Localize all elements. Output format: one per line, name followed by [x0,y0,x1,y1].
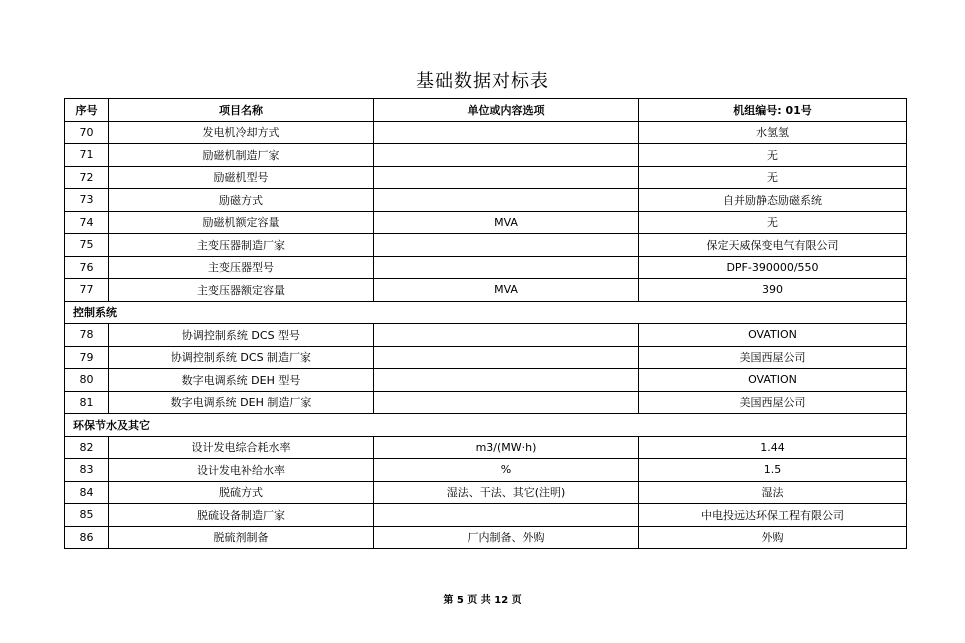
cell-value: 美国西屋公司 [639,391,907,414]
cell-unit-or-option: MVA [374,279,639,302]
cell-serial-no: 76 [65,256,109,279]
cell-serial-no: 74 [65,211,109,234]
document-title: 基础数据对标表 [416,71,549,92]
section-row [65,301,907,324]
cell-value: OVATION [639,369,907,392]
cell-value: 中电投远达环保工程有限公司 [639,504,907,527]
header-item-name: 项目名称 [109,99,374,122]
cell-unit-or-option [374,369,639,392]
cell-value: 1.44 [639,436,907,459]
cell-value: 自并励静态励磁系统 [639,189,907,212]
cell-item-name: 主变压器额定容量 [109,279,374,302]
cell-item-name: 设计发电补给水率 [109,459,374,482]
header-unit-number: 机组编号: 01号 [639,99,907,122]
table-header-row [65,99,907,122]
cell-value: OVATION [639,324,907,347]
cell-serial-no: 70 [65,121,109,144]
table-row [65,256,907,279]
cell-unit-or-option: % [374,459,639,482]
table-row [65,166,907,189]
table-row [65,481,907,504]
cell-item-name: 脱硫设备制造厂家 [109,504,374,527]
cell-unit-or-option [374,346,639,369]
cell-unit-or-option [374,166,639,189]
table-row [65,144,907,167]
cell-item-name: 励磁方式 [109,189,374,212]
cell-unit-or-option [374,256,639,279]
cell-unit-or-option: MVA [374,211,639,234]
cell-value: 390 [639,279,907,302]
cell-value: 保定天威保变电气有限公司 [639,234,907,257]
cell-item-name: 主变压器制造厂家 [109,234,374,257]
cell-value: 外购 [639,526,907,549]
table-row [65,436,907,459]
cell-value: 无 [639,211,907,234]
cell-value: 美国西屋公司 [639,346,907,369]
page-footer: 第 5 页 共 12 页 [443,595,522,606]
table-row [65,234,907,257]
cell-unit-or-option [374,234,639,257]
cell-item-name: 励磁机制造厂家 [109,144,374,167]
table-row [65,211,907,234]
benchmark-data-table [64,98,907,549]
cell-unit-or-option [374,504,639,527]
cell-value: 水氢氢 [639,121,907,144]
cell-serial-no: 84 [65,481,109,504]
cell-item-name: 励磁机型号 [109,166,374,189]
table-body [65,121,907,549]
cell-item-name: 励磁机额定容量 [109,211,374,234]
table-row [65,324,907,347]
header-serial-no: 序号 [65,99,109,122]
table-row [65,346,907,369]
cell-item-name: 脱硫方式 [109,481,374,504]
cell-item-name: 数字电调系统 DEH 制造厂家 [109,391,374,414]
cell-value: 无 [639,166,907,189]
table-row [65,369,907,392]
cell-item-name: 数字电调系统 DEH 型号 [109,369,374,392]
cell-unit-or-option [374,324,639,347]
cell-unit-or-option: m3/(MW·h) [374,436,639,459]
cell-serial-no: 85 [65,504,109,527]
cell-item-name: 发电机冷却方式 [109,121,374,144]
cell-unit-or-option [374,144,639,167]
cell-serial-no: 75 [65,234,109,257]
cell-serial-no: 82 [65,436,109,459]
table-row [65,391,907,414]
cell-value: DPF-390000/550 [639,256,907,279]
cell-serial-no: 81 [65,391,109,414]
header-unit-or-option: 单位或内容选项 [374,99,639,122]
section-row [65,414,907,437]
cell-serial-no: 86 [65,526,109,549]
cell-unit-or-option: 湿法、干法、其它(注明) [374,481,639,504]
cell-serial-no: 73 [65,189,109,212]
table-row [65,504,907,527]
table-row [65,189,907,212]
cell-serial-no: 71 [65,144,109,167]
cell-item-name: 设计发电综合耗水率 [109,436,374,459]
cell-item-name: 协调控制系统 DCS 型号 [109,324,374,347]
cell-serial-no: 72 [65,166,109,189]
table-row [65,459,907,482]
section-label: 环保节水及其它 [65,414,907,437]
cell-unit-or-option [374,189,639,212]
table-row [65,279,907,302]
cell-unit-or-option: 厂内制备、外购 [374,526,639,549]
cell-value: 湿法 [639,481,907,504]
table-row [65,121,907,144]
cell-item-name: 脱硫剂制备 [109,526,374,549]
cell-unit-or-option [374,391,639,414]
cell-unit-or-option [374,121,639,144]
section-label: 控制系统 [65,301,907,324]
cell-value: 无 [639,144,907,167]
cell-serial-no: 77 [65,279,109,302]
cell-item-name: 主变压器型号 [109,256,374,279]
cell-serial-no: 78 [65,324,109,347]
cell-value: 1.5 [639,459,907,482]
table-row [65,526,907,549]
cell-item-name: 协调控制系统 DCS 制造厂家 [109,346,374,369]
cell-serial-no: 80 [65,369,109,392]
cell-serial-no: 79 [65,346,109,369]
cell-serial-no: 83 [65,459,109,482]
